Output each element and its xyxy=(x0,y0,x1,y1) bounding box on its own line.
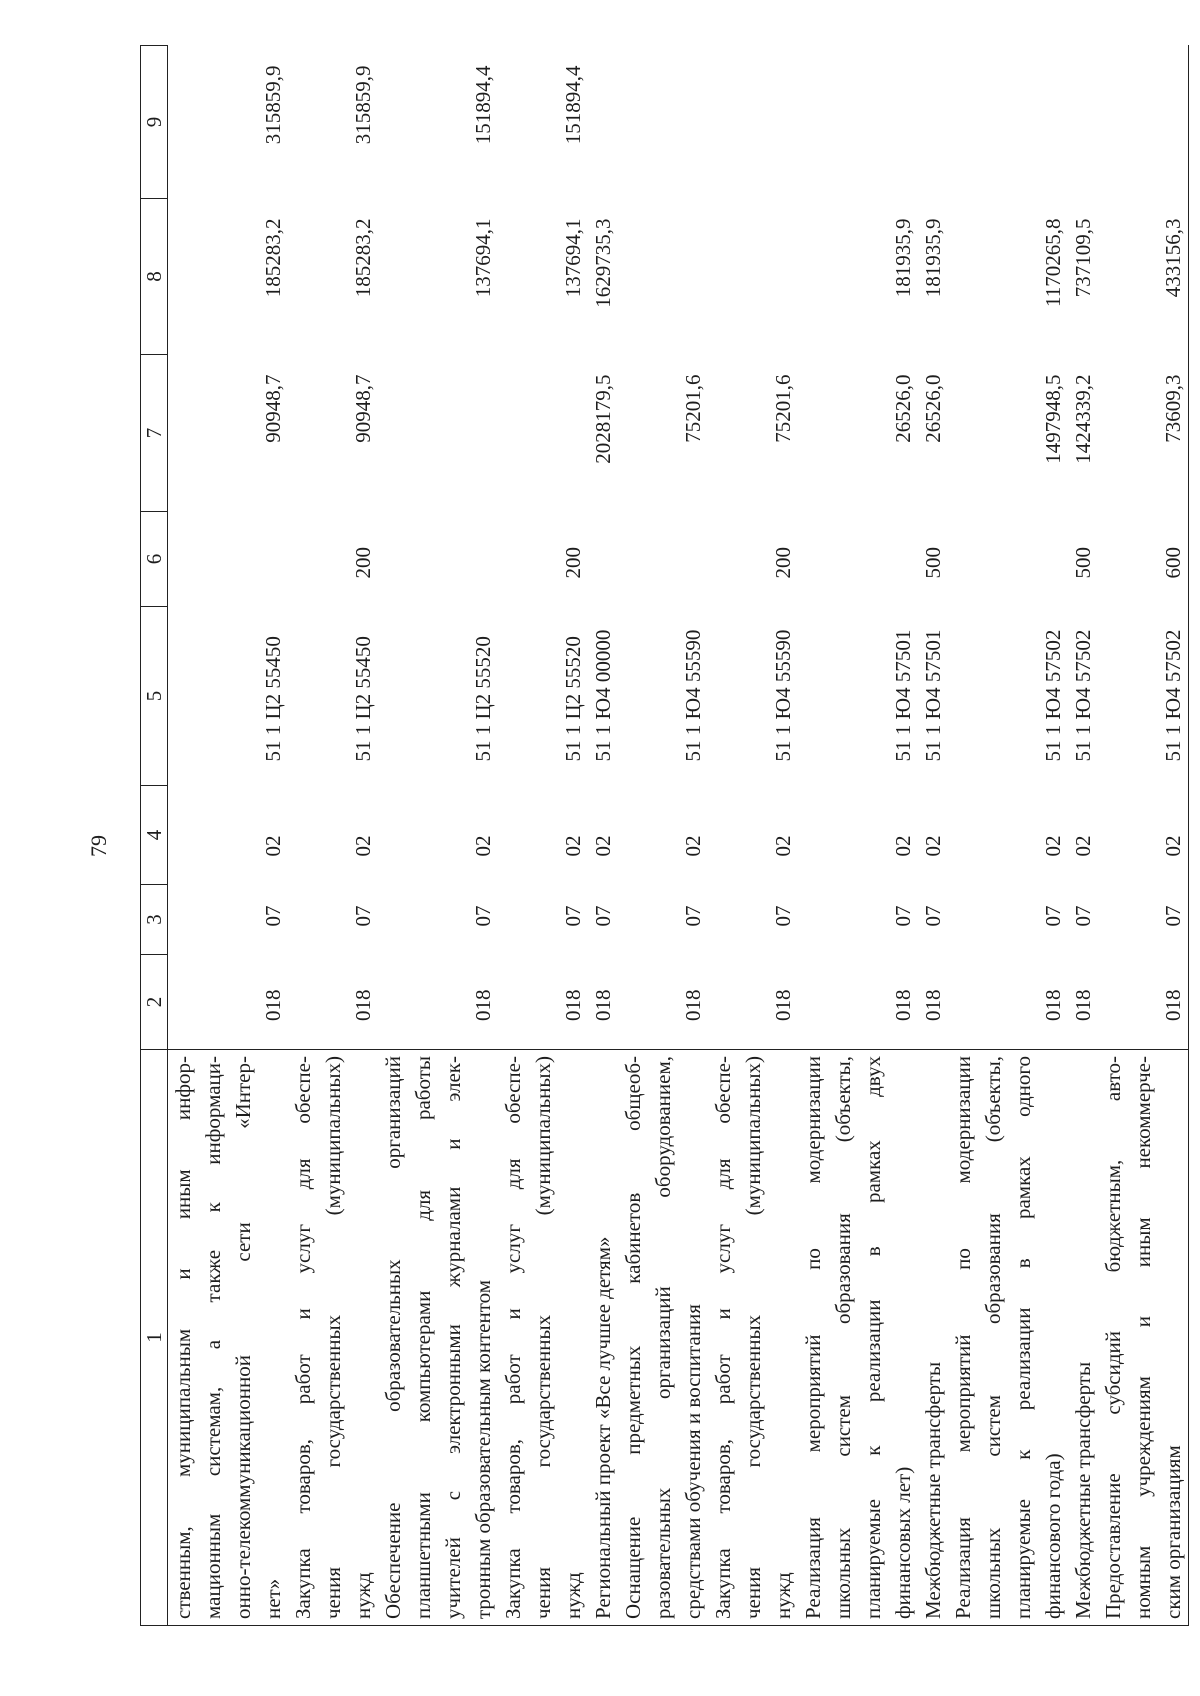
description-line: Закупка товаров, работ и услуг для обеспе- xyxy=(291,1056,315,1619)
table-row xyxy=(498,46,588,1626)
budget-table xyxy=(140,45,1189,1626)
description-line: Реализация мероприятий по модернизации xyxy=(801,1056,825,1619)
description-line: чения государственных (муниципальных) xyxy=(531,1056,555,1619)
amount-col-9 xyxy=(1068,46,1098,199)
description-line: Межбюджетные трансферты xyxy=(921,1361,945,1619)
row-description xyxy=(618,1050,708,1626)
description-line: средствами обучения и воспитания xyxy=(681,1304,705,1619)
amount-col-8: 433156,3 xyxy=(1098,199,1189,355)
amount-col-9 xyxy=(1098,46,1189,199)
ministry-code: 018 xyxy=(261,989,285,1021)
amount-col-9: 151894,4 xyxy=(471,65,495,145)
description-line: Предоставление субсидий бюджетным, авто- xyxy=(1101,1056,1125,1619)
description-line: планшетными компьютерами для работы xyxy=(411,1056,435,1619)
expense-type-code xyxy=(618,512,708,607)
amount-col-9 xyxy=(588,46,618,199)
amount-col-8: 1629735,3 xyxy=(591,218,615,308)
expense-type-code xyxy=(378,512,498,607)
amount-col-7 xyxy=(378,355,498,512)
description-line: ским организациям xyxy=(1161,1445,1185,1619)
description-line: нужд xyxy=(351,1572,375,1619)
section-code: 07 xyxy=(1098,885,1189,955)
amount-col-7: 2028179,5 xyxy=(591,374,615,464)
amount-col-9 xyxy=(948,46,1068,199)
column-header: 2 xyxy=(141,955,168,1050)
section-code: 07 xyxy=(921,905,945,927)
description-line: мационным системам, а также к информаци- xyxy=(201,1056,225,1619)
description-line: планируемые к реализации в рамках одного xyxy=(1011,1056,1035,1619)
amount-col-9 xyxy=(618,46,708,199)
description-line: нужд xyxy=(561,1572,585,1619)
amount-col-8: 137694,1 xyxy=(561,218,585,298)
subsection-code: 02 xyxy=(1041,835,1065,857)
section-code: 07 xyxy=(471,905,495,927)
amount-col-9: 315859,9 xyxy=(351,65,375,145)
amount-col-8: 185283,2 xyxy=(261,218,285,298)
table-row xyxy=(618,46,708,1626)
amount-col-9 xyxy=(918,46,948,199)
subsection-code: 02 xyxy=(1071,835,1095,857)
subsection-code: 02 xyxy=(891,835,915,857)
expense-type-code xyxy=(168,512,289,607)
table-row xyxy=(288,46,378,1626)
ministry-code: 018 xyxy=(891,989,915,1021)
column-header: 4 xyxy=(141,786,168,885)
ministry-code: 018 xyxy=(561,989,585,1021)
amount-col-8: 181935,9 xyxy=(891,218,915,298)
amount-col-8: 1170265,8 xyxy=(1041,218,1065,307)
amount-col-7: 75201,6 xyxy=(681,374,705,443)
table-row xyxy=(798,46,918,1626)
expense-type-code xyxy=(948,512,1068,607)
description-line: онно-телекоммуникационной сети «Интер- xyxy=(231,1056,255,1619)
target-article-code: 51 1 Ц2 55520 xyxy=(561,636,585,762)
target-article-code: 51 1 Ю4 57502 xyxy=(1041,629,1065,762)
description-line: нет» xyxy=(261,1578,285,1619)
table-row xyxy=(948,46,1068,1626)
table-row xyxy=(1068,46,1098,1626)
description-line: Обеспечение образовательных организаций xyxy=(381,1056,405,1619)
section-code: 07 xyxy=(1041,905,1065,927)
column-header: 8 xyxy=(141,199,168,355)
description-line: чения государственных (муниципальных) xyxy=(741,1056,765,1619)
page-number: 79 xyxy=(86,835,111,857)
subsection-code: 02 xyxy=(1098,786,1189,885)
table-row xyxy=(168,46,289,1626)
target-article-code: 51 1 Ц2 55450 xyxy=(261,636,285,762)
description-line: планируемые к реализации в рамках двух xyxy=(861,1056,885,1619)
column-header: 7 xyxy=(141,355,168,512)
column-header: 1 xyxy=(141,1050,168,1626)
ministry-code: 018 xyxy=(591,989,615,1021)
ministry-code: 018 xyxy=(921,989,945,1021)
amount-col-8: 737109,5 xyxy=(1071,218,1095,298)
description-line: Межбюджетные трансферты xyxy=(1071,1361,1095,1619)
amount-col-9: 151894,4 xyxy=(561,65,585,145)
ministry-code: 018 xyxy=(771,989,795,1021)
amount-col-7: 75201,6 xyxy=(771,374,795,443)
amount-col-9 xyxy=(708,46,798,199)
description-line: Реализация мероприятий по модернизации xyxy=(951,1056,975,1619)
expense-type-code: 200 xyxy=(771,547,795,579)
table-row xyxy=(918,46,948,1626)
row-description xyxy=(1098,1050,1189,1626)
expense-type-code: 200 xyxy=(351,547,375,579)
section-code: 07 xyxy=(591,905,615,927)
amount-col-7: 26526,0 xyxy=(891,374,915,443)
row-description xyxy=(918,1050,948,1626)
amount-col-8: 185283,2 xyxy=(351,218,375,298)
section-code: 07 xyxy=(351,905,375,927)
description-line: Региональный проект «Все лучшее детям» xyxy=(591,1236,615,1619)
section-code: 07 xyxy=(261,905,285,927)
row-description xyxy=(1068,1050,1098,1626)
ministry-code: 018 xyxy=(1071,989,1095,1021)
expense-type-code xyxy=(588,512,618,607)
row-description xyxy=(498,1050,588,1626)
amount-col-7 xyxy=(498,355,588,512)
ministry-code: 018 xyxy=(1098,955,1189,1050)
column-header: 9 xyxy=(141,46,168,199)
section-code: 07 xyxy=(1071,905,1095,927)
table-row xyxy=(588,46,618,1626)
row-description xyxy=(948,1050,1068,1626)
description-line: школьных систем образования (объекты, xyxy=(981,1056,1005,1619)
amount-col-7: 1497948,5 xyxy=(1041,374,1065,464)
subsection-code: 02 xyxy=(351,835,375,857)
description-line: номным учреждениям и иным некоммерче- xyxy=(1131,1056,1155,1619)
description-line: Закупка товаров, работ и услуг для обеспе- xyxy=(501,1056,525,1619)
row-description xyxy=(708,1050,798,1626)
expense-type-code xyxy=(798,512,918,607)
amount-col-7: 26526,0 xyxy=(921,374,945,443)
description-line: нужд xyxy=(771,1572,795,1619)
table-row xyxy=(708,46,798,1626)
table-body xyxy=(168,46,1189,1626)
target-article-code: 51 1 Ю4 00000 xyxy=(591,629,615,762)
ministry-code: 018 xyxy=(351,989,375,1021)
table-header xyxy=(141,46,168,1626)
description-line: финансовых лет) xyxy=(891,1466,915,1619)
column-header: 6 xyxy=(141,512,168,607)
description-line: Закупка товаров, работ и услуг для обеспе- xyxy=(711,1056,735,1619)
section-code: 07 xyxy=(771,905,795,927)
description-line: разовательных организаций оборудованием, xyxy=(651,1056,675,1619)
description-line: чения государственных (муниципальных) xyxy=(321,1056,345,1619)
subsection-code: 02 xyxy=(771,835,795,857)
description-line: финансового года) xyxy=(1041,1453,1065,1619)
row-description xyxy=(378,1050,498,1626)
amount-col-8 xyxy=(618,199,708,355)
amount-col-8 xyxy=(708,199,798,355)
amount-col-9: 315859,9 xyxy=(261,65,285,145)
subsection-code: 02 xyxy=(561,835,585,857)
target-article-code: 51 1 Ю4 55590 xyxy=(771,629,795,762)
subsection-code: 02 xyxy=(681,835,705,857)
expense-type-code: 600 xyxy=(1098,512,1189,607)
target-article-code: 51 1 Ю4 57502 xyxy=(1071,629,1095,762)
amount-col-9 xyxy=(798,46,918,199)
description-line: тронным образовательным контентом xyxy=(471,1280,495,1619)
amount-col-7: 73609,3 xyxy=(1098,355,1189,512)
column-header: 5 xyxy=(141,607,168,786)
table-row xyxy=(1098,46,1189,1626)
target-article-code: 51 1 Ю4 57501 xyxy=(891,629,915,762)
header-row xyxy=(141,46,168,1626)
target-article-code: 51 1 Ц2 55520 xyxy=(471,636,495,762)
description-line: Оснащение предметных кабинетов общеоб- xyxy=(621,1056,645,1619)
ministry-code: 018 xyxy=(471,989,495,1021)
row-description xyxy=(288,1050,378,1626)
row-description xyxy=(168,1050,289,1626)
ministry-code: 018 xyxy=(1041,989,1065,1021)
row-description xyxy=(588,1050,618,1626)
expense-type-code: 200 xyxy=(561,547,585,579)
section-code: 07 xyxy=(681,905,705,927)
description-line: учителей с электронными журналами и элек- xyxy=(441,1056,465,1619)
target-article-code: 51 1 Ю4 57502 xyxy=(1098,607,1189,786)
description-line: ственным, муниципальным и иным инфор- xyxy=(171,1056,195,1619)
expense-type-code: 500 xyxy=(1071,547,1095,579)
subsection-code: 02 xyxy=(921,835,945,857)
amount-col-8: 181935,9 xyxy=(921,218,945,298)
target-article-code: 51 1 Ю4 55590 xyxy=(681,629,705,762)
subsection-code: 02 xyxy=(471,835,495,857)
section-code: 07 xyxy=(561,905,585,927)
expense-type-code: 500 xyxy=(921,547,945,579)
target-article-code: 51 1 Ю4 57501 xyxy=(921,629,945,762)
description-line: школьных систем образования (объекты, xyxy=(831,1056,855,1619)
amount-col-8: 137694,1 xyxy=(471,218,495,298)
column-header: 3 xyxy=(141,885,168,955)
amount-col-7: 90948,7 xyxy=(261,374,285,443)
row-description xyxy=(798,1050,918,1626)
subsection-code: 02 xyxy=(591,835,615,857)
ministry-code: 018 xyxy=(681,989,705,1021)
subsection-code: 02 xyxy=(261,835,285,857)
amount-col-7: 1424339,2 xyxy=(1071,374,1095,464)
amount-col-7: 90948,7 xyxy=(351,374,375,443)
table-row xyxy=(378,46,498,1626)
section-code: 07 xyxy=(891,905,915,927)
target-article-code: 51 1 Ц2 55450 xyxy=(351,636,375,762)
